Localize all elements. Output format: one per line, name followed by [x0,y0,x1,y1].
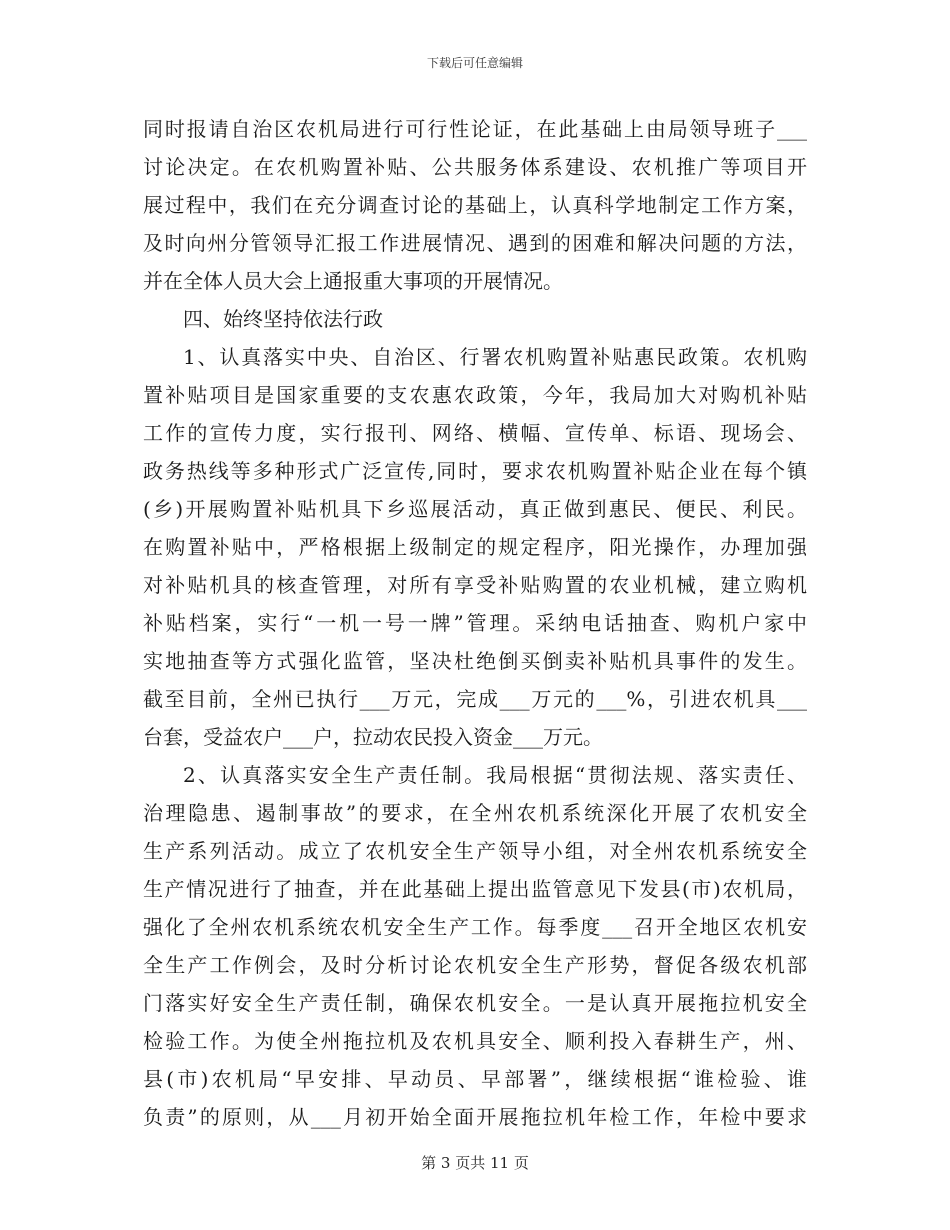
body-line: 治理隐患、遏制事故”的要求，在全州农机系统深化开展了农机安全 [143,801,807,825]
body-line: 生产系列活动。成立了农机安全生产领导小组，对全州农机系统安全 [143,839,807,863]
body-line: 全生产工作例会，及时分析讨论农机安全生产形势，督促各级农机部 [143,953,807,977]
body-line: 对补贴机具的核查管理，对所有享受补贴购置的农业机械，建立购机 [143,573,807,597]
body-line: 政务热线等多种形式广泛宣传,同时，要求农机购置补贴企业在每个镇 [143,459,807,483]
body-line: 在购置补贴中，严格根据上级制定的规定程序，阳光操作，办理加强 [143,535,807,559]
body-line: 负责”的原则，从___月初开始全面开展拖拉机年检工作，年检中要求 [143,1105,807,1129]
body-line: 讨论决定。在农机购置补贴、公共服务体系建设、农机推广等项目开 [143,155,807,179]
body-line: 台套，受益农户___户，拉动农民投入资金___万元。 [143,725,603,749]
body-line: 工作的宣传力度，实行报刊、网络、横幅、宣传单、标语、现场会、 [143,421,807,445]
body-line: 检验工作。为使全州拖拉机及农机具安全、顺利投入春耕生产，州、 [143,1029,807,1053]
body-line: 及时向州分管领导汇报工作进展情况、遇到的困难和解决问题的方法， [143,231,807,255]
document-body [143,110,807,1136]
body-line: 县(市)农机局“早安排、早动员、早部署”，继续根据“谁检验、谁 [143,1067,807,1091]
body-line: 补贴档案，实行“一机一号一牌”管理。采纳电话抽查、购机户家中 [143,611,807,635]
page-number-footer: 第 3 页共 11 页 [421,1154,529,1172]
body-line: 门落实好安全生产责任制，确保农机安全。一是认真开展拖拉机安全 [143,991,807,1015]
paragraph-first-line: 2、认真落实安全生产责任制。我局根据“贯彻法规、落实责任、 [183,763,807,787]
page-header: 下载后可任意编辑 [426,56,523,70]
paragraph-first-line: 1、认真落实中央、自治区、行署农机购置补贴惠民政策。农机购 [183,345,807,369]
body-line: 截至目前，全州已执行___万元，完成___万元的___%，引进农机具___ [143,687,807,711]
body-line: 展过程中，我们在充分调查讨论的基础上，认真科学地制定工作方案， [143,193,807,217]
body-line: 置补贴项目是国家重要的支农惠农政策，今年，我局加大对购机补贴 [143,383,807,407]
body-line: 同时报请自治区农机局进行可行性论证，在此基础上由局领导班子___ [143,117,807,141]
body-line: (乡)开展购置补贴机具下乡巡展活动，真正做到惠民、便民、利民。 [143,497,807,521]
body-line: 强化了全州农机系统农机安全生产工作。每季度___召开全地区农机安 [143,915,807,939]
section-heading: 四、始终坚持依法行政 [183,307,383,331]
body-line: 并在全体人员大会上通报重大事项的开展情况。 [143,269,563,293]
body-line: 实地抽查等方式强化监管，坚决杜绝倒买倒卖补贴机具事件的发生。 [143,649,807,673]
body-line: 生产情况进行了抽查，并在此基础上提出监管意见下发县(市)农机局， [143,877,807,901]
